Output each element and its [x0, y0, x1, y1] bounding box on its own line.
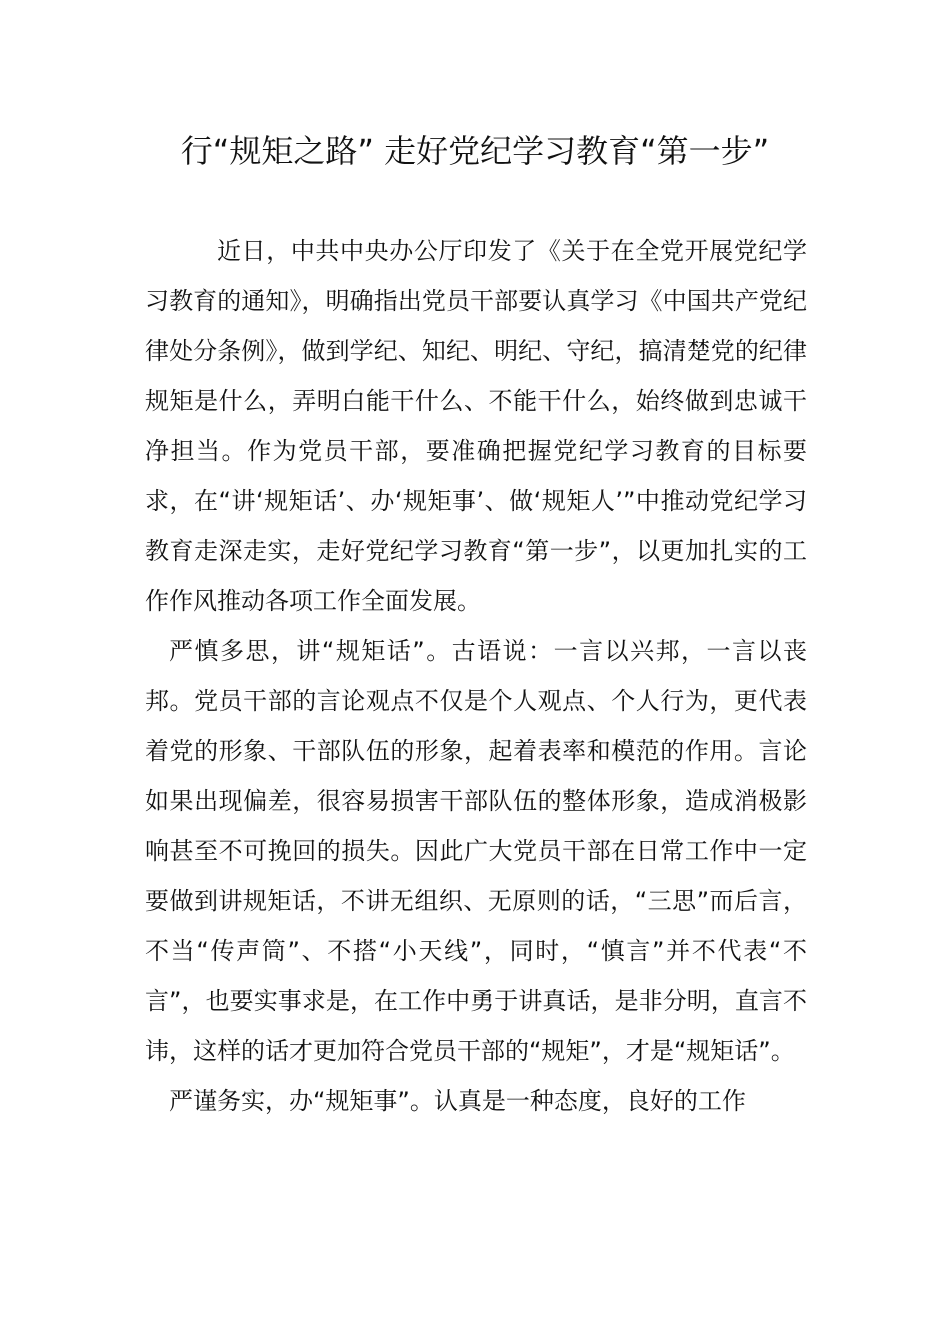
paragraph-do-rules: 严谨务实，办“规矩事”。认真是一种态度，良好的工作 — [169, 1087, 746, 1115]
document-body — [145, 226, 807, 1126]
paragraph-intro: 近日，中共中央办公厅印发了《关于在全党开展党纪学习教育的通知》，明确指出党员干部要认真学习《中国共产党纪律处分条例》，做到学纪、知纪、明纪、守纪，搞清楚党的纪律规矩是什么，弄明白能干什么、不能干什么，始终做到忠诚干净担当。作为党员干部，要准确把握党纪学习教育的目标要求，在“讲‘规矩话’、办‘规矩事’、做‘规矩人’”中推动党纪学习教育走深走实，走好党纪学习教育“第一步”，以更加扎实的工作作风推动各项工作全面发展。 — [145, 237, 807, 615]
document-title: 行“规矩之路” 走好党纪学习教育“第一步” — [180, 132, 770, 170]
paragraph-speak-rules: 严慎多思，讲“规矩话”。古语说：一言以兴邦，一言以丧邦。党员干部的言论观点不仅是个人观点、个人行为，更代表着党的形象、干部队伍的形象，起着表率和模范的作用。言论如果出现偏差，很容易损害干部队伍的整体形象，造成消极影响甚至不可挽回的损失。因此广大党员干部在日常工作中一定要做到讲规矩话，不讲无组织、无原则的话，“三思”而后言，不当“传声筒”、不搭“小天线”，同时，“慎言”并不代表“不言”，也要实事求是，在工作中勇于讲真话，是非分明，直言不讳，这样的话才更加符合党员干部的“规矩”，才是“规矩话”。 — [145, 637, 807, 1065]
